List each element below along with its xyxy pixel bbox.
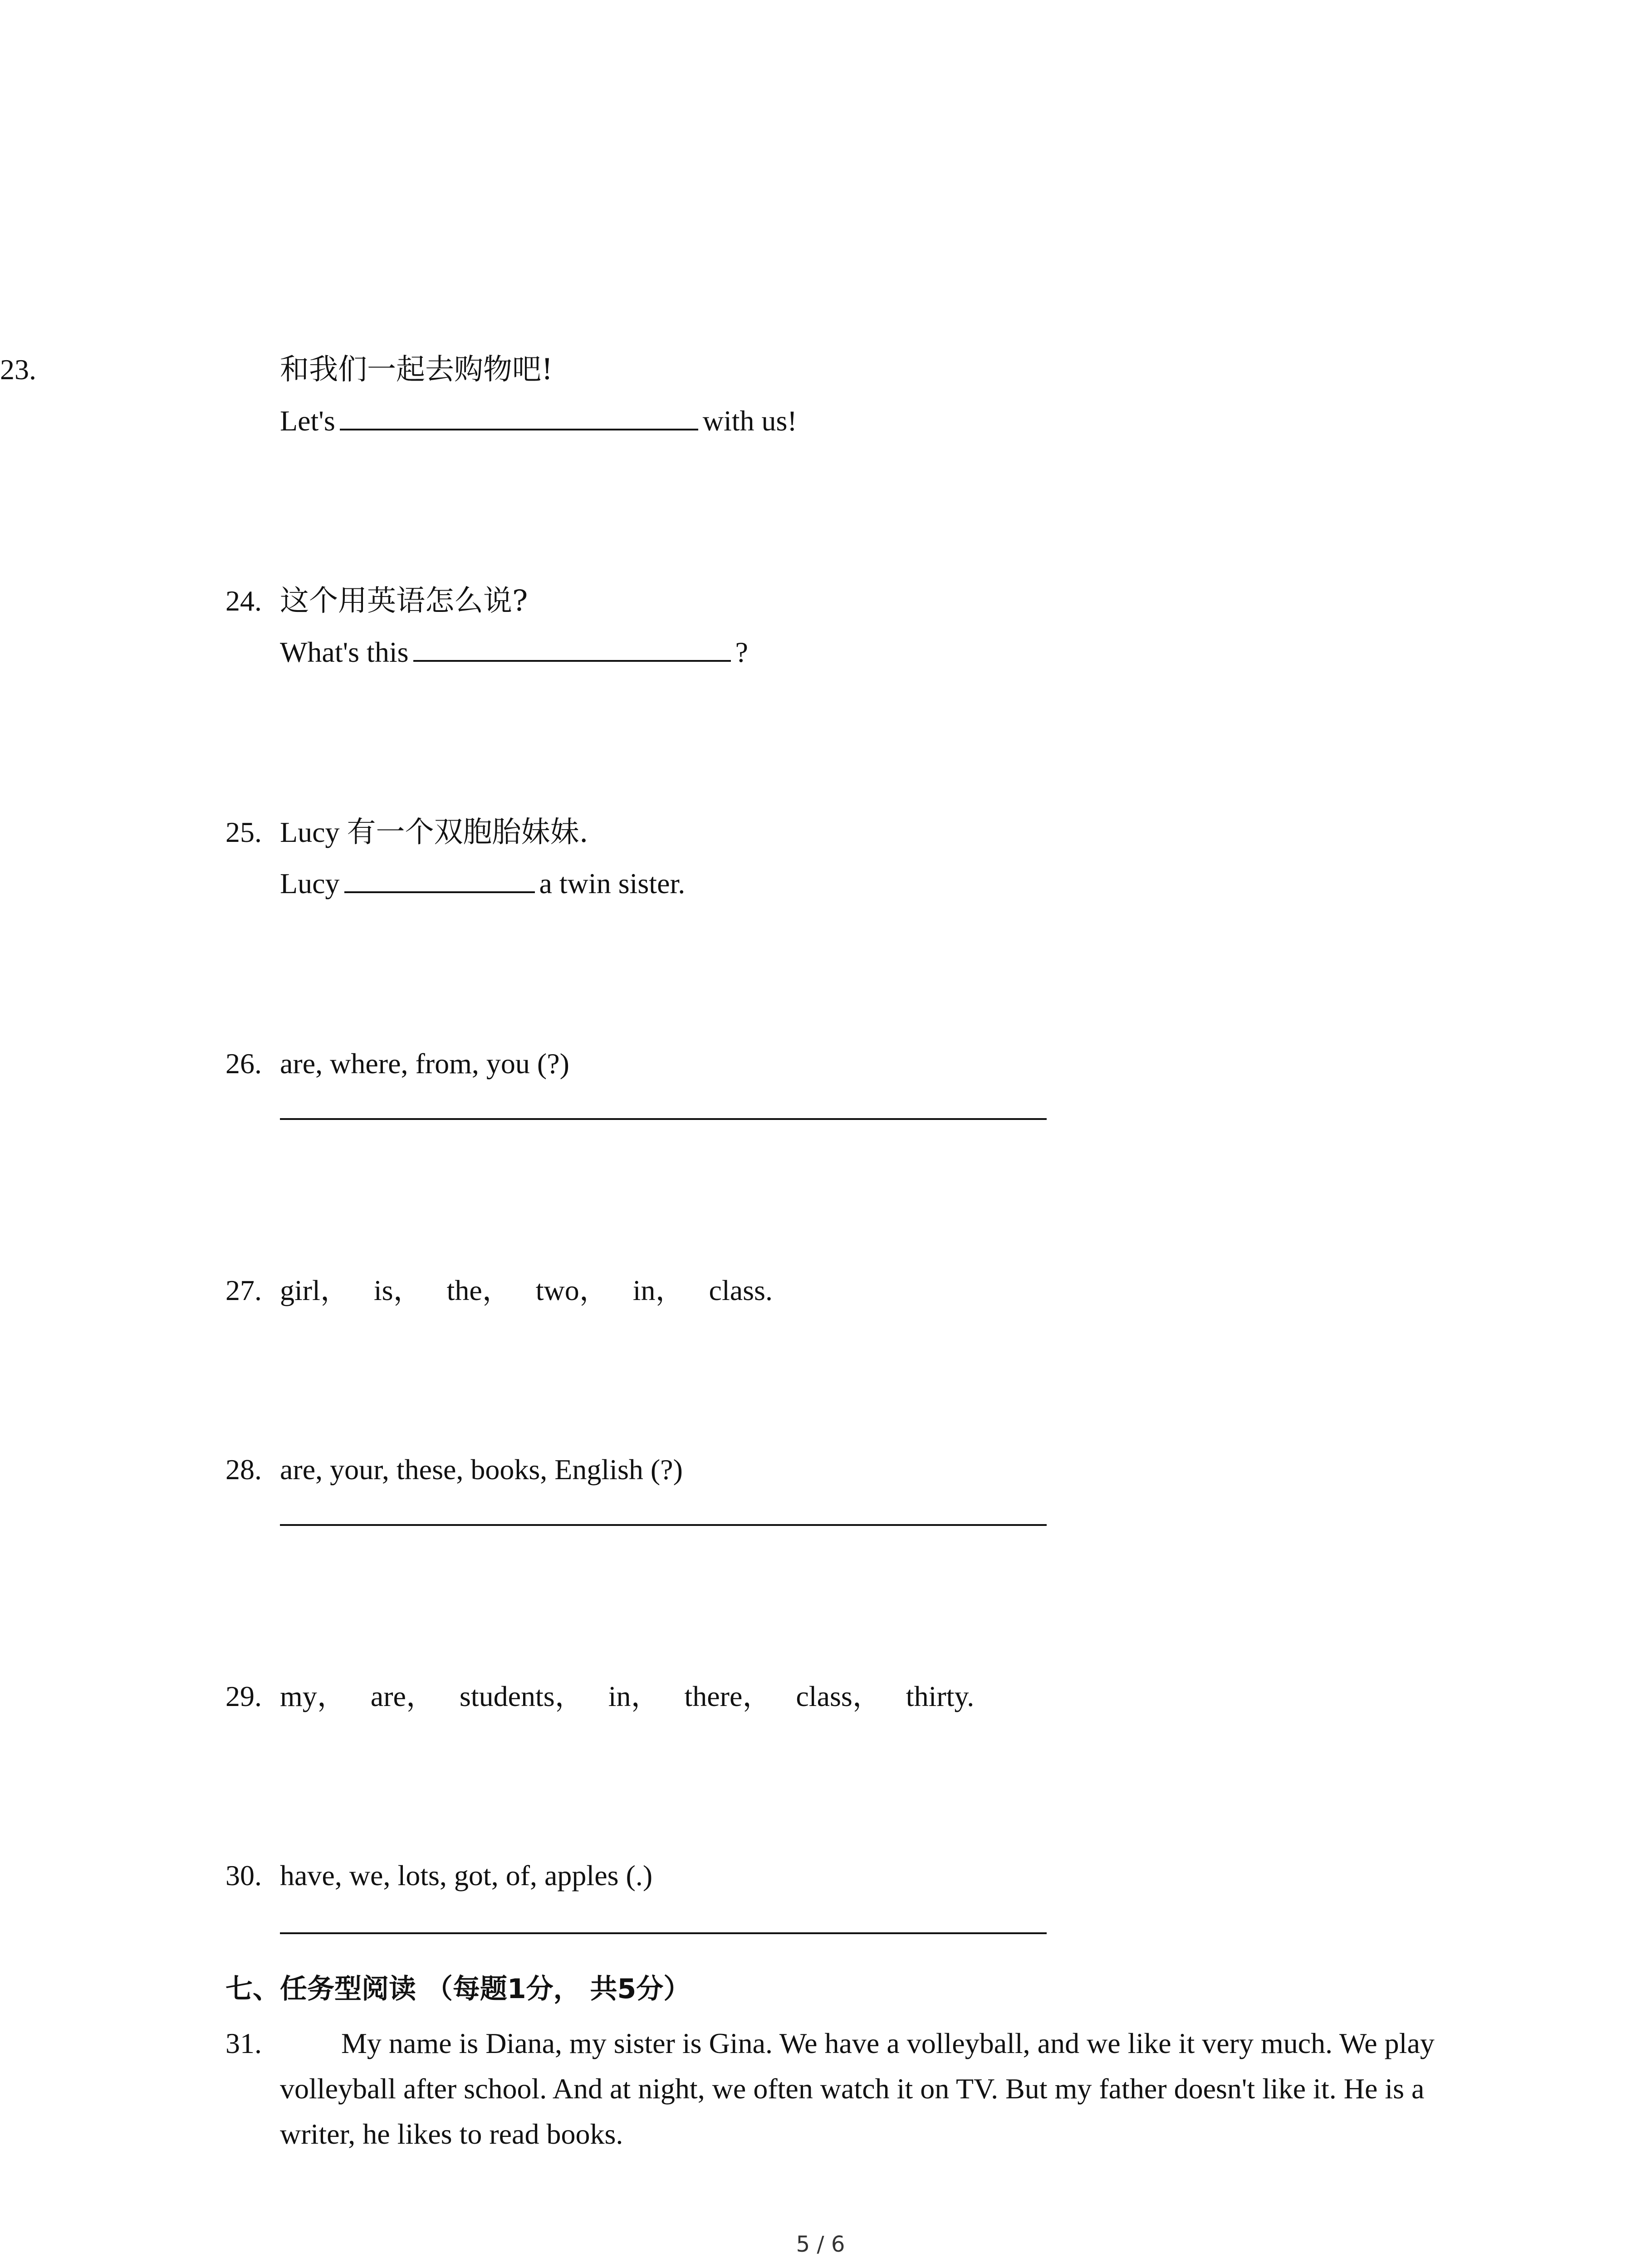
word-list	[280, 1272, 790, 1309]
answer-blank[interactable]	[413, 633, 731, 662]
word: in，	[608, 1680, 660, 1712]
question-23	[0, 352, 36, 388]
question-number: 26.	[225, 1047, 262, 1080]
question-sentence	[280, 633, 748, 670]
word: students，	[459, 1680, 584, 1712]
answer-line[interactable]	[280, 1118, 1047, 1120]
question-number: 29.	[225, 1680, 262, 1712]
word-list: have, we, lots, got, of, apples (.)	[280, 1859, 653, 1892]
question-prompt	[280, 814, 588, 850]
question-number: 30.	[225, 1859, 262, 1892]
question-number: 23.	[0, 353, 36, 386]
question-number: 24.	[225, 585, 262, 617]
reading-passage: My name is Diana, my sister is Gina. We have a volleyball, and we like it very much. We play volleyball after school. And at night, we often watch it on TV. But my father doesn't like it. He is a writer, he likes to read books.	[280, 2027, 1435, 2150]
answer-blank[interactable]	[340, 401, 698, 430]
question-number: 28.	[225, 1453, 262, 1486]
word: girl，	[280, 1274, 349, 1306]
prompt-name: Lucy	[280, 816, 340, 848]
word: my，	[280, 1680, 346, 1712]
sentence-start: What's this	[280, 636, 409, 668]
sentence-start: Lucy	[280, 867, 340, 899]
answer-blank[interactable]	[344, 864, 535, 893]
word-list: are, your, these, books, English (?)	[280, 1453, 683, 1486]
word: the，	[446, 1274, 511, 1306]
answer-line[interactable]	[280, 1524, 1047, 1526]
question-sentence	[280, 864, 685, 902]
word: two，	[535, 1274, 608, 1306]
word-list	[280, 1678, 991, 1715]
sentence-start: Let's	[280, 405, 335, 437]
sentence-end: a twin sister.	[539, 867, 686, 899]
sentence-end: with us!	[702, 405, 797, 437]
question-sentence	[280, 401, 797, 439]
page-number: 5 / 6	[796, 2232, 845, 2257]
word: is，	[373, 1274, 422, 1306]
word: class，	[796, 1680, 882, 1712]
word: there，	[684, 1680, 772, 1712]
question-prompt: 这个用英语怎么说?	[280, 584, 528, 618]
word: are，	[370, 1680, 435, 1712]
question-number: 27.	[225, 1274, 262, 1306]
question-number: 31.	[225, 2027, 262, 2059]
section-title: 七、任务型阅读 （每题1分， 共5分）	[225, 1973, 691, 2005]
sentence-end: ?	[735, 636, 748, 668]
answer-line[interactable]	[280, 1932, 1047, 1934]
word: class.	[709, 1274, 773, 1306]
word: in，	[632, 1274, 685, 1306]
word: thirty.	[906, 1680, 975, 1712]
prompt-chinese: 有一个双胞胎妹妹.	[347, 816, 588, 849]
word-list: are, where, from, you (?)	[280, 1047, 569, 1080]
question-prompt: 和我们一起去购物吧!	[280, 353, 553, 386]
question-number: 25.	[225, 816, 262, 848]
